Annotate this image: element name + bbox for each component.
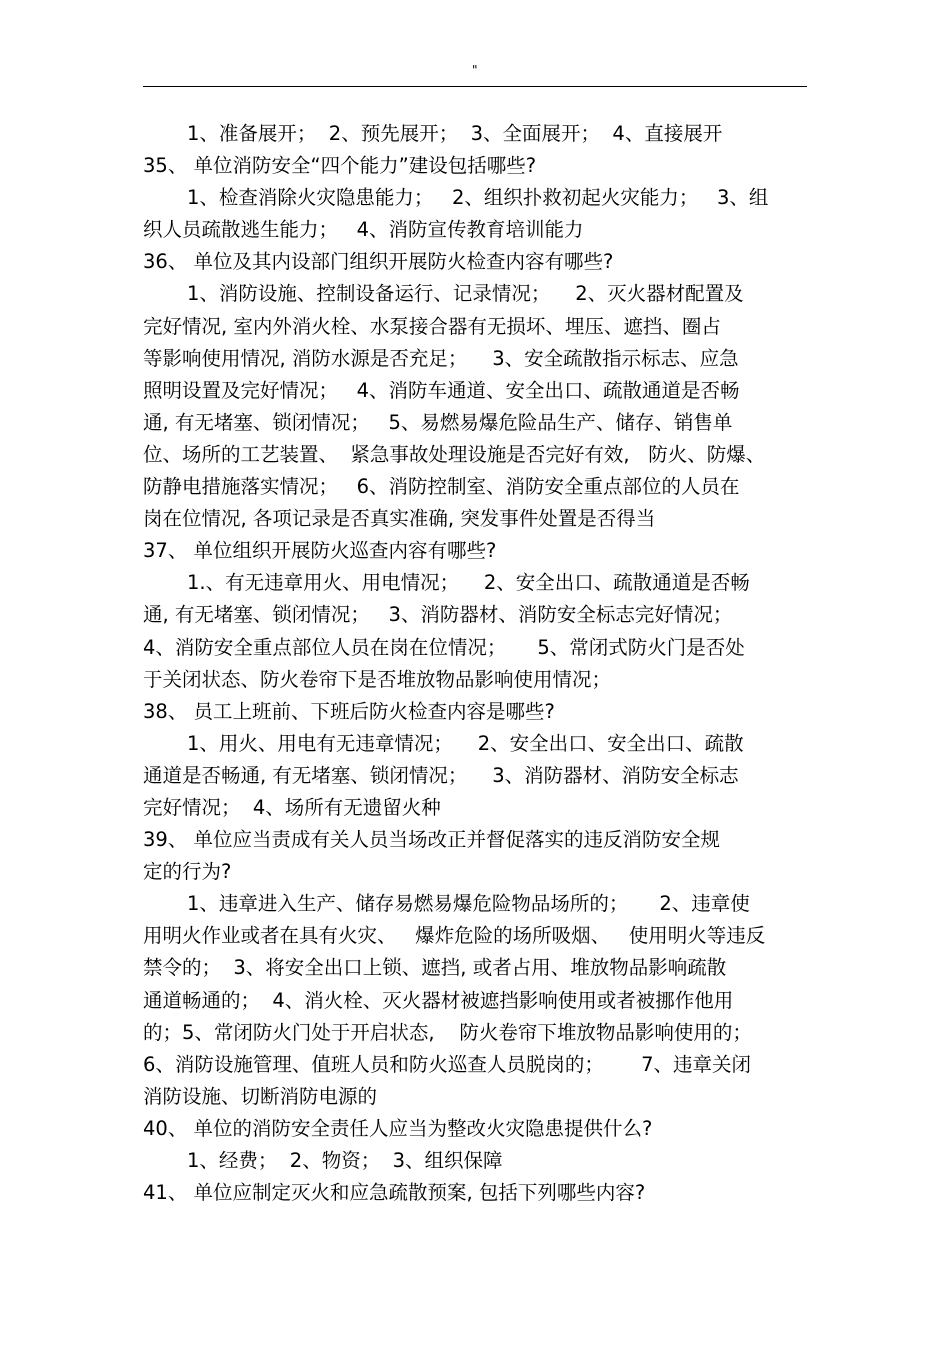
text-line: 1、经费； 2、物资； 3、组织保障 — [187, 1149, 503, 1172]
text-line: 定的行为? — [143, 860, 232, 884]
text-line: 消防设施、切断消防电源的 — [143, 1084, 378, 1108]
text-line: 的；5、常闭防火门处于开启状态, 防火卷帘下堆放物品影响使用的； — [143, 1020, 752, 1044]
text-line: 41、 单位应制定灭火和应急疏散预案, 包括下列哪些内容? — [143, 1181, 646, 1205]
text-line: 照明设置及完好情况； 4、消防车通道、安全出口、疏散通道是否畅 — [143, 378, 740, 402]
text-line: 于关闭状态、防火卷帘下是否堆放物品影响使用情况； — [143, 667, 612, 691]
text-line: 39、 单位应当责成有关人员当场改正并督促落实的违反消防安全规 — [143, 828, 721, 852]
text-line: 岗在位情况, 各项记录是否真实准确, 突发事件处置是否得当 — [143, 507, 656, 531]
text-line: 防静电措施落实情况； 6、消防控制室、消防安全重点部位的人员在 — [143, 475, 740, 499]
text-line: 禁令的； 3、将安全出口上锁、遮挡, 或者占用、堆放物品影响疏散 — [143, 956, 727, 980]
text-line: 完好情况, 室内外消火栓、水泵接合器有无损坏、埋压、遮挡、圈占 — [143, 314, 721, 338]
text-line: 织人员疏散逃生能力； 4、消防宣传教育培训能力 — [143, 218, 584, 242]
text-line: 1、准备展开； 2、预先展开； 3、全面展开； 4、直接展开 — [187, 122, 723, 145]
text-line: 1、检查消除火灾隐患能力； 2、组织扑救初起火灾能力； 3、组 — [187, 186, 769, 210]
document-body — [143, 118, 807, 1209]
text-line: 1.、有无违章用火、用电情况； 2、安全出口、疏散通道是否畅 — [187, 571, 750, 595]
text-line: 37、 单位组织开展防火巡查内容有哪些? — [143, 539, 497, 563]
text-line: 1、消防设施、控制设备运行、记录情况； 2、灭火器材配置及 — [187, 282, 744, 306]
text-line: 通, 有无堵塞、锁闭情况； 3、消防器材、消防安全标志完好情况； — [143, 603, 733, 627]
text-line: 等影响使用情况, 消防水源是否充足； 3、安全疏散指示标志、应急 — [143, 346, 739, 370]
text-line: 40、 单位的消防安全责任人应当为整改火灾隐患提供什么? — [143, 1116, 653, 1140]
text-line: 38、 员工上班前、下班后防火检查内容是哪些? — [143, 699, 555, 723]
header-mark: " — [472, 63, 478, 77]
text-line: 6、消防设施管理、值班人员和防火巡查人员脱岗的； 7、违章关闭 — [143, 1052, 752, 1076]
text-line: 1、用火、用电有无违章情况； 2、安全出口、安全出口、疏散 — [187, 731, 744, 755]
text-line: 36、 单位及其内设部门组织开展防火检查内容有哪些? — [143, 250, 614, 274]
text-line: 位、场所的工艺装置、 紧急事故处理设施是否完好有效, 防火、防爆、 — [143, 442, 766, 466]
header-rule — [143, 86, 807, 87]
text-line: 1、违章进入生产、储存易燃易爆危险物品场所的； 2、违章使 — [187, 892, 750, 916]
text-line: 通道畅通的； 4、消火栓、灭火器材被遮挡影响使用或者被挪作他用 — [143, 988, 734, 1012]
text-line: 通, 有无堵塞、锁闭情况； 5、易燃易爆危险品生产、储存、销售单 — [143, 410, 733, 434]
text-line: 用明火作业或者在具有火灾、 爆炸危险的场所吸烟、 使用明火等违反 — [143, 924, 766, 948]
text-line: 35、 单位消防安全“四个能力”建设包括哪些? — [143, 154, 537, 178]
text-line: 通道是否畅通, 有无堵塞、锁闭情况； 3、消防器材、消防安全标志 — [143, 763, 739, 787]
text-line: 4、消防安全重点部位人员在岗在位情况； 5、常闭式防火门是否处 — [143, 635, 745, 659]
text-line: 完好情况； 4、场所有无遗留火种 — [143, 795, 441, 819]
